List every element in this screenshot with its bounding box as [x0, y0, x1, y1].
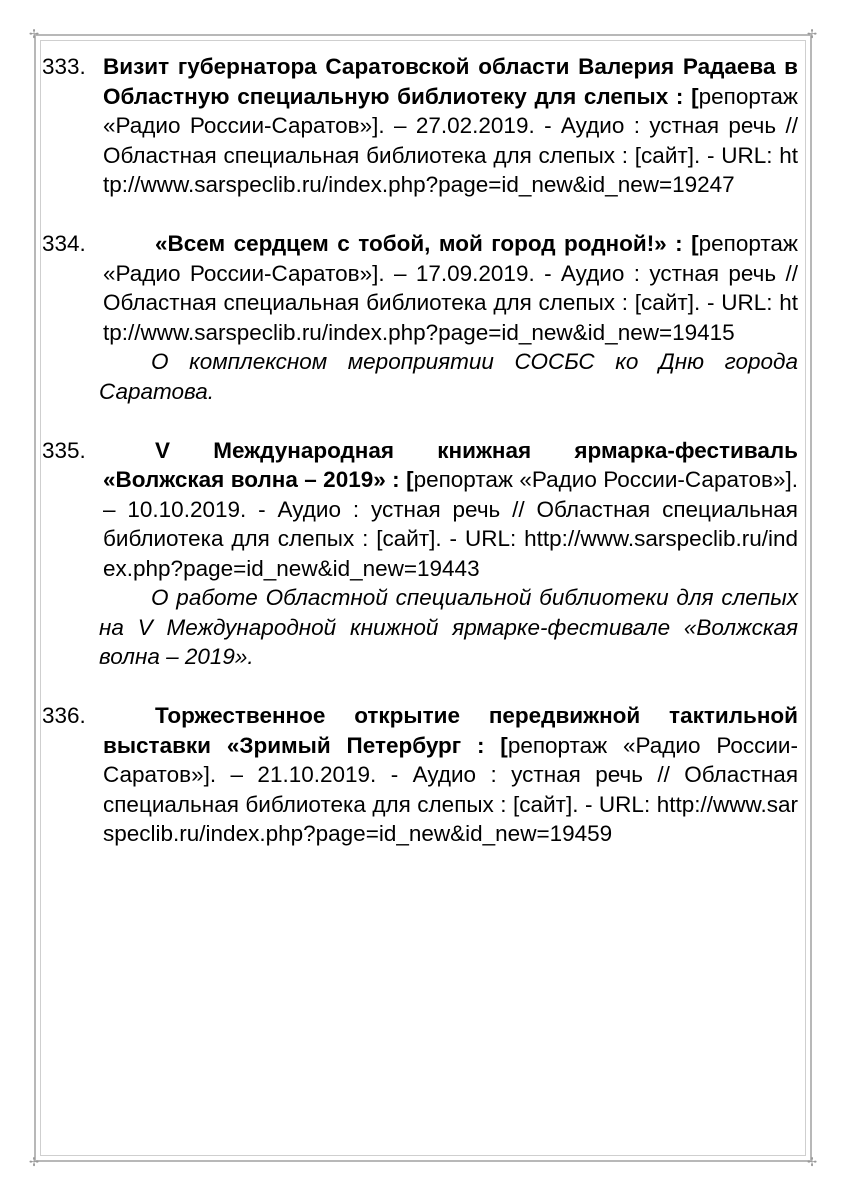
entry-citation [103, 52, 798, 200]
entry-number: 333. [42, 54, 86, 79]
entry-title: Торжественное открытие передвижной тактильной выставки «Зримый Петербург : [ [103, 703, 798, 758]
entry-title: «Всем сердцем с тобой, мой город родной!» : [ [155, 231, 699, 256]
entry-description: репортаж «Радио России-Саратов»]. – 10.10.2019. - Аудио : устная речь // Областная специальная библиотека для слепых : [сайт]. - URL: [103, 467, 799, 551]
frame-corner-ornament: ✢ [29, 1155, 40, 1169]
bibliography-entry [42, 701, 798, 849]
entry-url-link[interactable]: http://www.sarspeclib.ru/index.php?page=id_new&id_new=19443 [103, 526, 798, 581]
entry-description: репортаж «Радио России-Саратов»]. – 21.10.2019. - Аудио : устная речь // Областная специальная библиотека для слепых : [сайт]. - URL: [103, 732, 798, 817]
entry-number: 334. [42, 231, 86, 256]
entry-annotation: О работе Областной специальной библиотеки для слепых на V Международной книжной ярмарке-фестивале «Волжская волна – 2019». [99, 585, 798, 669]
frame-corner-ornament: ✢ [807, 1155, 818, 1169]
entry-number: 335. [42, 437, 86, 463]
entry-url-link[interactable]: http://www.sarspeclib.ru/index.php?page=id_new&id_new=19415 [103, 290, 798, 345]
entry-annotation: О комплексном мероприятии СОСБС ко Дню города Саратова. [99, 349, 798, 404]
entry-citation [103, 229, 798, 347]
frame-corner-ornament: ✢ [29, 27, 40, 41]
entry-url-link[interactable]: http://www.sarspeclib.ru/index.php?page=id_new&id_new=19247 [103, 142, 798, 197]
entry-citation [103, 436, 798, 584]
entry-citation [103, 701, 798, 849]
bibliography-list [42, 52, 798, 878]
entry-title: Визит губернатора Саратовской области Валерия Радаева в Областную специальную библиотеку для слепых : [ [103, 54, 798, 109]
entry-description: репортаж «Радио России-Саратов»]. – 17.09.2019. - Аудио : устная речь // Областная специальная библиотека для слепых : [сайт]. - URL: [103, 231, 798, 315]
bibliography-entry [42, 229, 798, 406]
bibliography-entry [42, 436, 798, 672]
entry-description: репортаж «Радио России-Саратов»]. – 27.02.2019. - Аудио : устная речь // Областная специальная библиотека для слепых : [сайт]. - URL: [103, 83, 798, 168]
frame-corner-ornament: ✢ [807, 27, 818, 41]
bibliography-entry [42, 52, 798, 200]
entry-title: V Международная книжная ярмарка-фестиваль «Волжская волна – 2019» : [ [103, 437, 798, 492]
entry-url-link[interactable]: http://www.sarspeclib.ru/index.php?page=id_new&id_new=19459 [103, 791, 798, 846]
entry-number: 336. [42, 703, 86, 728]
